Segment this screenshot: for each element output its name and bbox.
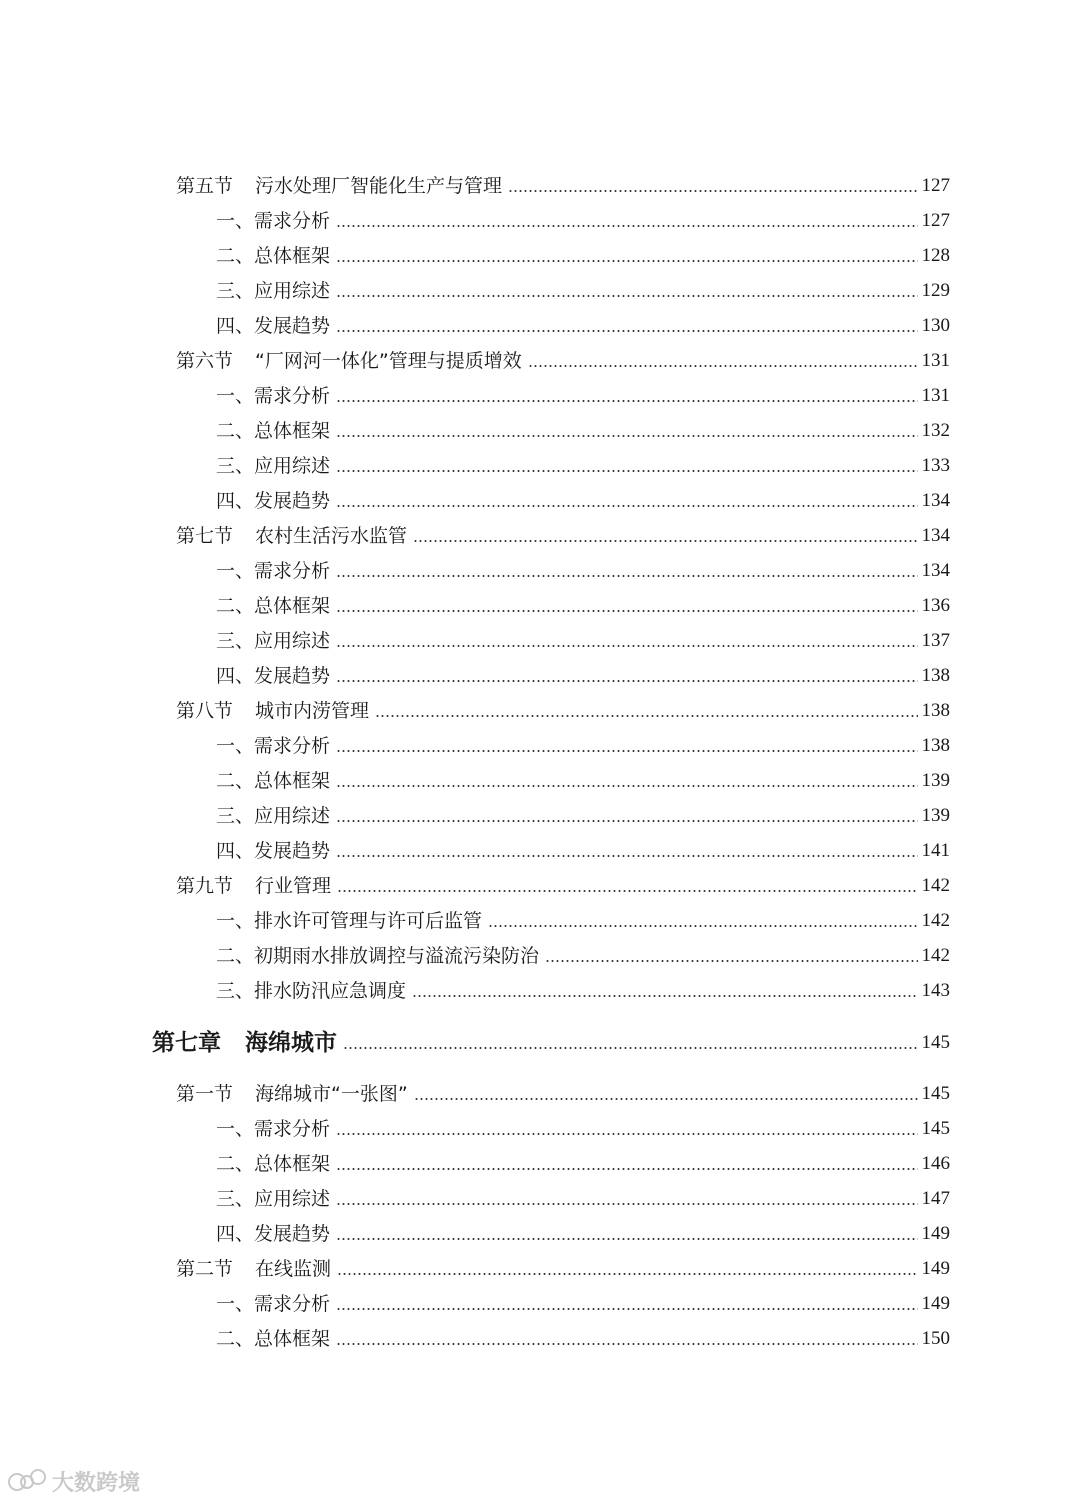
dot-leader bbox=[413, 540, 917, 542]
toc-entry-title: 需求分析 bbox=[254, 210, 331, 232]
dot-leader bbox=[336, 785, 917, 787]
toc-item-row bbox=[216, 1145, 950, 1175]
toc-entry-label bbox=[216, 385, 330, 407]
toc-section-row bbox=[176, 167, 950, 197]
toc-entry-label bbox=[216, 805, 330, 827]
toc-page-number: 131 bbox=[921, 385, 950, 406]
toc-entry-label bbox=[216, 1293, 330, 1315]
dot-leader bbox=[488, 925, 917, 927]
dot-leader bbox=[336, 1133, 917, 1135]
dot-leader bbox=[336, 225, 917, 227]
toc-entry-number: 一、 bbox=[216, 1293, 255, 1315]
toc-entry-title: 在线监测 bbox=[255, 1258, 332, 1280]
toc-item-row bbox=[216, 797, 950, 827]
toc-entry-number: 四、 bbox=[216, 665, 255, 687]
toc-section-row bbox=[176, 692, 950, 722]
toc-page-number: 130 bbox=[921, 315, 950, 336]
toc-entry-label bbox=[152, 1029, 337, 1056]
toc-entry-title: 需求分析 bbox=[254, 385, 331, 407]
toc-entry-title: 需求分析 bbox=[254, 560, 331, 582]
toc-page-number: 134 bbox=[921, 560, 950, 581]
dot-leader bbox=[336, 680, 917, 682]
dot-leader bbox=[336, 470, 917, 472]
toc-entry-number: 三、 bbox=[216, 805, 255, 827]
toc-entry-label bbox=[176, 1083, 408, 1105]
toc-entry-title: 初期雨水排放调控与溢流污染防治 bbox=[254, 945, 540, 967]
toc-entry-number: 二、 bbox=[216, 1153, 255, 1175]
toc-entry-number: 二、 bbox=[216, 945, 255, 967]
toc-entry-number: 二、 bbox=[216, 245, 255, 267]
toc-entry-label bbox=[176, 525, 407, 547]
toc-page-number: 149 bbox=[921, 1258, 950, 1279]
toc-entry-label bbox=[216, 1118, 330, 1140]
toc-page-number: 138 bbox=[921, 735, 950, 756]
toc-entry-title: 总体框架 bbox=[254, 420, 331, 442]
toc-item-row bbox=[216, 482, 950, 512]
toc-entry-title: 应用综述 bbox=[254, 280, 331, 302]
toc-entry-title: 城市内涝管理 bbox=[255, 700, 370, 722]
toc-entry-number: 二、 bbox=[216, 420, 255, 442]
dot-leader bbox=[336, 330, 917, 332]
dot-leader bbox=[336, 1203, 917, 1205]
toc-page-number: 142 bbox=[921, 945, 950, 966]
toc-item-row bbox=[216, 832, 950, 862]
toc-entry-label bbox=[216, 1153, 330, 1175]
toc-item-row bbox=[216, 1180, 950, 1210]
toc-item-row bbox=[216, 587, 950, 617]
toc-entry-title: “厂网河一体化”管理与提质增效 bbox=[255, 350, 522, 372]
toc-item-row bbox=[216, 447, 950, 477]
toc-entry-number: 一、 bbox=[216, 1118, 255, 1140]
toc-entry-number: 第七章 bbox=[152, 1029, 221, 1056]
toc-entry-title: 海绵城市 bbox=[245, 1029, 337, 1056]
toc-entry-number: 第七节 bbox=[176, 525, 234, 547]
dot-leader bbox=[336, 505, 917, 507]
toc-page-number: 129 bbox=[921, 280, 950, 301]
toc-entry-label bbox=[216, 1328, 330, 1350]
toc-entry-title: 总体框架 bbox=[254, 770, 331, 792]
dot-leader bbox=[336, 1168, 917, 1170]
toc-section-row bbox=[176, 342, 950, 372]
toc-entry-label bbox=[216, 840, 330, 862]
dot-leader bbox=[337, 1273, 917, 1275]
toc-entry-number: 三、 bbox=[216, 1188, 255, 1210]
toc-page-number: 136 bbox=[921, 595, 950, 616]
toc-entry-label bbox=[216, 910, 482, 932]
toc-page-number: 127 bbox=[921, 175, 950, 196]
dot-leader bbox=[336, 820, 917, 822]
toc-page-number: 133 bbox=[921, 455, 950, 476]
dot-leader bbox=[336, 295, 917, 297]
toc-page-number: 149 bbox=[921, 1293, 950, 1314]
toc-entry-number: 三、 bbox=[216, 280, 255, 302]
toc-entry-label bbox=[176, 700, 369, 722]
toc-entry-label bbox=[216, 210, 330, 232]
toc-page-number: 145 bbox=[921, 1032, 950, 1053]
dot-leader bbox=[336, 1308, 917, 1310]
toc-entry-number: 二、 bbox=[216, 1328, 255, 1350]
toc-item-row bbox=[216, 1215, 950, 1245]
dot-leader bbox=[414, 1098, 918, 1100]
toc-entry-number: 三、 bbox=[216, 455, 255, 477]
toc-entry-label bbox=[216, 455, 330, 477]
toc-entry-label bbox=[216, 245, 330, 267]
toc-page-number: 138 bbox=[921, 665, 950, 686]
toc-entry-number: 二、 bbox=[216, 595, 255, 617]
logo-icon bbox=[8, 1469, 46, 1495]
toc-item-row bbox=[216, 727, 950, 757]
toc-page-number: 139 bbox=[921, 770, 950, 791]
dot-leader bbox=[528, 365, 918, 367]
toc-entry-number: 四、 bbox=[216, 490, 255, 512]
toc-entry-title: 农村生活污水监管 bbox=[255, 525, 408, 547]
toc-entry-label bbox=[216, 280, 330, 302]
toc-item-row bbox=[216, 762, 950, 792]
toc-item-row bbox=[216, 202, 950, 232]
toc-item-row bbox=[216, 622, 950, 652]
toc-page-number: 134 bbox=[921, 490, 950, 511]
toc-entry-label bbox=[216, 490, 330, 512]
toc-entry-label bbox=[216, 665, 330, 687]
toc-entry-label bbox=[216, 630, 330, 652]
toc-entry-number: 一、 bbox=[216, 385, 255, 407]
toc-entry-title: 应用综述 bbox=[254, 1188, 331, 1210]
toc-entry-label bbox=[216, 1223, 330, 1245]
toc-entry-title: 排水防汛应急调度 bbox=[254, 980, 407, 1002]
toc-entry-title: 发展趋势 bbox=[254, 315, 331, 337]
toc-entry-title: 需求分析 bbox=[254, 1293, 331, 1315]
toc-item-row bbox=[216, 1320, 950, 1350]
dot-leader bbox=[508, 190, 917, 192]
toc-page-number: 139 bbox=[921, 805, 950, 826]
toc-entry-label bbox=[176, 1258, 331, 1280]
toc-page-number: 145 bbox=[921, 1083, 950, 1104]
toc-entry-title: 应用综述 bbox=[254, 455, 331, 477]
toc-entry-label bbox=[176, 175, 502, 197]
toc-page-number: 131 bbox=[921, 350, 950, 371]
toc-item-row bbox=[216, 902, 950, 932]
toc-entry-label bbox=[216, 1188, 330, 1210]
toc-entry-number: 二、 bbox=[216, 770, 255, 792]
toc-page-number: 127 bbox=[921, 210, 950, 231]
toc-entry-number: 三、 bbox=[216, 980, 255, 1002]
toc-entry-label bbox=[216, 980, 406, 1002]
dot-leader bbox=[343, 1047, 918, 1049]
toc-section-row bbox=[176, 1075, 950, 1105]
toc-entry-label bbox=[176, 350, 522, 372]
toc-item-row bbox=[216, 377, 950, 407]
toc-section-row bbox=[176, 1250, 950, 1280]
toc-entry-label bbox=[216, 735, 330, 757]
toc-chapter-row bbox=[152, 1022, 950, 1056]
toc-entry-number: 一、 bbox=[216, 560, 255, 582]
dot-leader bbox=[336, 400, 917, 402]
dot-leader bbox=[545, 960, 917, 962]
toc-page-number: 146 bbox=[921, 1153, 950, 1174]
toc-page-number: 142 bbox=[921, 875, 950, 896]
toc-entry-label bbox=[216, 420, 330, 442]
toc-item-row bbox=[216, 552, 950, 582]
toc-entry-title: 发展趋势 bbox=[254, 840, 331, 862]
toc-entry-label bbox=[216, 945, 539, 967]
dot-leader bbox=[336, 575, 917, 577]
toc-entry-title: 排水许可管理与许可后监管 bbox=[254, 910, 483, 932]
toc-entry-title: 总体框架 bbox=[254, 1153, 331, 1175]
toc-entry-title: 发展趋势 bbox=[254, 490, 331, 512]
toc-section-row bbox=[176, 517, 950, 547]
toc-entry-title: 需求分析 bbox=[254, 735, 331, 757]
toc-entry-number: 第六节 bbox=[176, 350, 234, 372]
toc-item-row bbox=[216, 937, 950, 967]
toc-page-number: 138 bbox=[921, 700, 950, 721]
toc-entry-title: 需求分析 bbox=[254, 1118, 331, 1140]
toc-entry-number: 第二节 bbox=[176, 1258, 234, 1280]
dot-leader bbox=[336, 1238, 917, 1240]
toc-entry-number: 第一节 bbox=[176, 1083, 234, 1105]
watermark bbox=[8, 1466, 140, 1497]
toc-page-number: 137 bbox=[921, 630, 950, 651]
toc-page-number: 141 bbox=[921, 840, 950, 861]
toc-entry-number: 第九节 bbox=[176, 875, 234, 897]
toc-entry-title: 应用综述 bbox=[254, 630, 331, 652]
toc-entry-title: 行业管理 bbox=[255, 875, 332, 897]
toc-entry-title: 总体框架 bbox=[254, 1328, 331, 1350]
toc-entry-title: 海绵城市“一张图” bbox=[255, 1083, 408, 1105]
toc-entry-title: 发展趋势 bbox=[254, 1223, 331, 1245]
toc-page-number: 149 bbox=[921, 1223, 950, 1244]
toc-item-row bbox=[216, 412, 950, 442]
toc-page-number: 128 bbox=[921, 245, 950, 266]
toc-page-number: 134 bbox=[921, 525, 950, 546]
toc-entry-number: 四、 bbox=[216, 840, 255, 862]
toc-section-row bbox=[176, 867, 950, 897]
toc-entry-label bbox=[216, 770, 330, 792]
toc-entry-number: 三、 bbox=[216, 630, 255, 652]
toc-item-row bbox=[216, 272, 950, 302]
watermark-text: 大数跨境 bbox=[52, 1471, 141, 1496]
toc-item-row bbox=[216, 657, 950, 687]
toc-entry-label bbox=[176, 875, 331, 897]
toc-entry-number: 四、 bbox=[216, 1223, 255, 1245]
dot-leader bbox=[336, 610, 917, 612]
toc-page-number: 143 bbox=[921, 980, 950, 1001]
toc-entry-title: 发展趋势 bbox=[254, 665, 331, 687]
toc-entry-number: 一、 bbox=[216, 910, 255, 932]
toc-entry-title: 应用综述 bbox=[254, 805, 331, 827]
toc-item-row bbox=[216, 972, 950, 1002]
dot-leader bbox=[337, 890, 917, 892]
toc-item-row bbox=[216, 237, 950, 267]
toc-entry-number: 一、 bbox=[216, 735, 255, 757]
toc-entry-label bbox=[216, 595, 330, 617]
toc-item-row bbox=[216, 1285, 950, 1315]
dot-leader bbox=[336, 855, 917, 857]
toc-entry-number: 四、 bbox=[216, 315, 255, 337]
toc-page-number: 150 bbox=[921, 1328, 950, 1349]
toc-page-number: 142 bbox=[921, 910, 950, 931]
dot-leader bbox=[336, 435, 917, 437]
toc-entry-label bbox=[216, 315, 330, 337]
toc-item-row bbox=[216, 307, 950, 337]
dot-leader bbox=[336, 1343, 917, 1345]
toc-entry-number: 第五节 bbox=[176, 175, 234, 197]
dot-leader bbox=[375, 715, 917, 717]
toc-entry-title: 总体框架 bbox=[254, 595, 331, 617]
toc-page-number: 132 bbox=[921, 420, 950, 441]
toc-entry-label bbox=[216, 560, 330, 582]
toc-item-row bbox=[216, 1110, 950, 1140]
toc-page-number: 145 bbox=[921, 1118, 950, 1139]
toc-entry-title: 总体框架 bbox=[254, 245, 331, 267]
dot-leader bbox=[336, 750, 917, 752]
toc-entry-title: 污水处理厂智能化生产与管理 bbox=[255, 175, 503, 197]
toc-entry-number: 一、 bbox=[216, 210, 255, 232]
dot-leader bbox=[412, 995, 917, 997]
dot-leader bbox=[336, 260, 917, 262]
toc-page-number: 147 bbox=[921, 1188, 950, 1209]
toc-entry-number: 第八节 bbox=[176, 700, 234, 722]
dot-leader bbox=[336, 645, 917, 647]
